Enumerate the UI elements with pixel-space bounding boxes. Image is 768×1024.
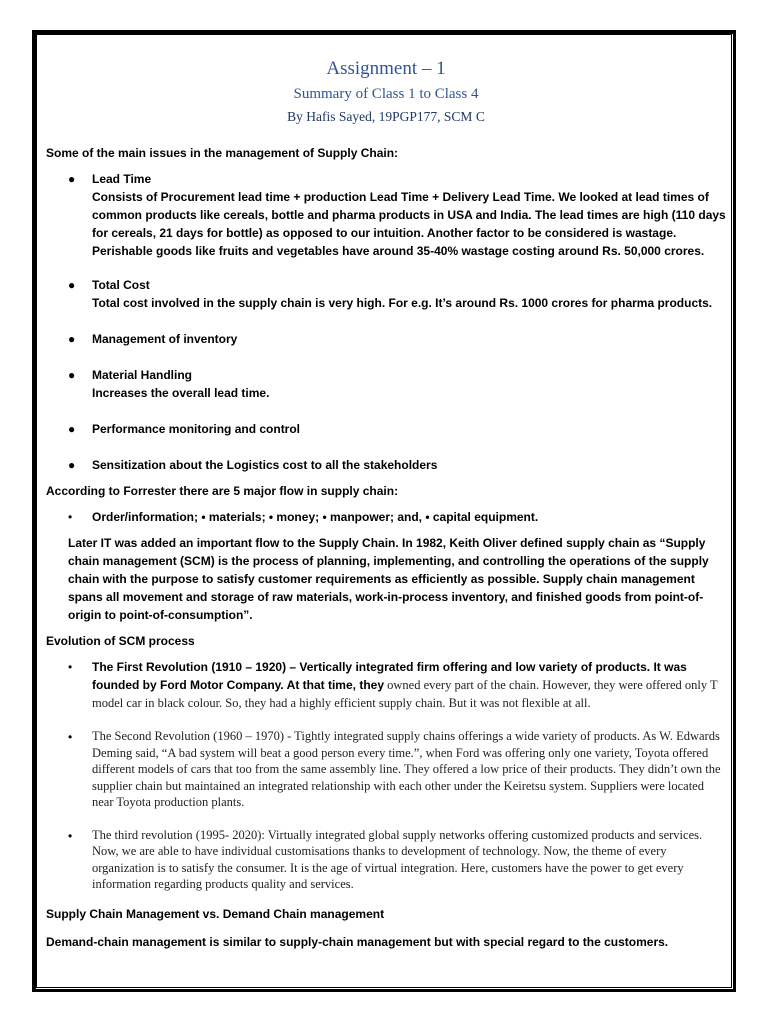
bullet-icon: ● [68, 172, 76, 186]
bullet-icon: • [68, 660, 73, 674]
forrester-paragraph: Later IT was added an important flow to the Supply Chain. In 1982, Keith Oliver defined supply chain as “Supply chain management (SCM) is the process of planning, implementing, and controlling the operations of the supply chain with the purpose to satisfy customer requirements as efficiently as possible. Supply chain management spans all movement and storage of raw materials, work-in-process inventory, and finished goods from point-of-origin to point-of-consumption”. [68, 536, 709, 622]
list-item [46, 456, 726, 474]
list-item [46, 728, 726, 811]
second-revolution: The Second Revolution (1960 – 1970) - Tightly integrated supply chains offerings a wide variety of products. As W. Edwards Deming said, “A bad system will beat a good person every time.”, when Ford was offering only one variety, Toyota offered different models of cars that too from the same assembly line. They offered a low price of their products. They didn’t own the supplier chain but maintained an integrated relationship with each other under the Keiretsu system. Suppliers were located near Toyota production plants. [92, 729, 721, 809]
document-header [46, 56, 726, 126]
list-item [46, 420, 726, 438]
evolution-list [46, 658, 726, 893]
evolution-heading: Evolution of SCM process [46, 634, 195, 648]
first-revolution [92, 658, 726, 712]
issue-title: Management of inventory [92, 332, 238, 346]
document-author: By Hafis Sayed, 19PGP177, SCM C [287, 109, 485, 124]
issue-body: Total cost involved in the supply chain is very high. For e.g. It’s around Rs. 1000 crores for pharma products. [92, 296, 713, 310]
intro-text: Some of the main issues in the management of Supply Chain: [46, 146, 399, 160]
list-item [46, 366, 726, 402]
bullet-icon: ● [68, 458, 76, 472]
issue-title: Total Cost [92, 278, 150, 292]
issue-title: Material Handling [92, 368, 193, 382]
document-subtitle: Summary of Class 1 to Class 4 [293, 86, 479, 102]
bullet-icon: ● [68, 422, 76, 436]
flows-list [46, 508, 726, 526]
list-item [46, 658, 726, 712]
issue-body: Consists of Procurement lead time + production Lead Time + Delivery Lead Time. We looked at lead times of common products like cereals, bottle and pharma products in USA and India. The lead times are high (110 days for cereals, 21 days for bottle) as opposed to our intuition. Another factor to be considered is wastage. Perishable goods like fruits and vegetables have around 35-40% wastage costing around Rs. 50,000 crores. [92, 190, 726, 258]
list-item [46, 827, 726, 893]
issue-body: Increases the overall lead time. [92, 386, 270, 400]
list-item [46, 330, 726, 348]
list-item [46, 170, 726, 260]
bullet-icon: ● [68, 368, 76, 382]
issue-title: Performance monitoring and control [92, 422, 301, 436]
bullet-icon: ● [68, 278, 76, 292]
comparison-text: Demand-chain management is similar to supply-chain management but with special regard to the customers. [46, 934, 669, 949]
list-item [46, 276, 726, 312]
issue-title: Sensitization about the Logistics cost to all the stakeholders [92, 458, 438, 472]
first-revolution-rest: owned every part of the chain. However, they were offered only T model car in black colour. So, they had a highly efficient supply chain. But it was not flexible at all. [92, 678, 718, 710]
bullet-icon: • [68, 510, 73, 524]
flows-text: Order/information; • materials; • money; • manpower; and, • capital equipment. [92, 510, 539, 524]
third-revolution: The third revolution (1995- 2020): Virtually integrated global supply networks offering customized products and services. Now, we are able to have individual customisations thanks to development of technology. Now, the theme of every organization is to satisfy the consumer. It is the age of virtual integration. Here, customers have the power to get every information regarding products quality and services. [92, 827, 703, 891]
comparison-heading: Supply Chain Management vs. Demand Chain management [46, 906, 385, 921]
bullet-icon: • [68, 828, 73, 843]
document-page [46, 56, 726, 951]
issues-list [46, 170, 726, 474]
list-item [46, 508, 726, 526]
bullet-icon: • [68, 730, 73, 744]
first-revolution-bold: The First Revolution (1910 – 1920) – Vertically integrated firm offering and low variety of products. It was founded by Ford Motor Company. At that time, they [92, 660, 687, 692]
document-title: Assignment – 1 [326, 58, 446, 79]
forrester-heading: According to Forrester there are 5 major flow in supply chain: [46, 484, 399, 498]
bullet-icon: ● [68, 332, 76, 346]
issue-title: Lead Time [92, 172, 152, 186]
